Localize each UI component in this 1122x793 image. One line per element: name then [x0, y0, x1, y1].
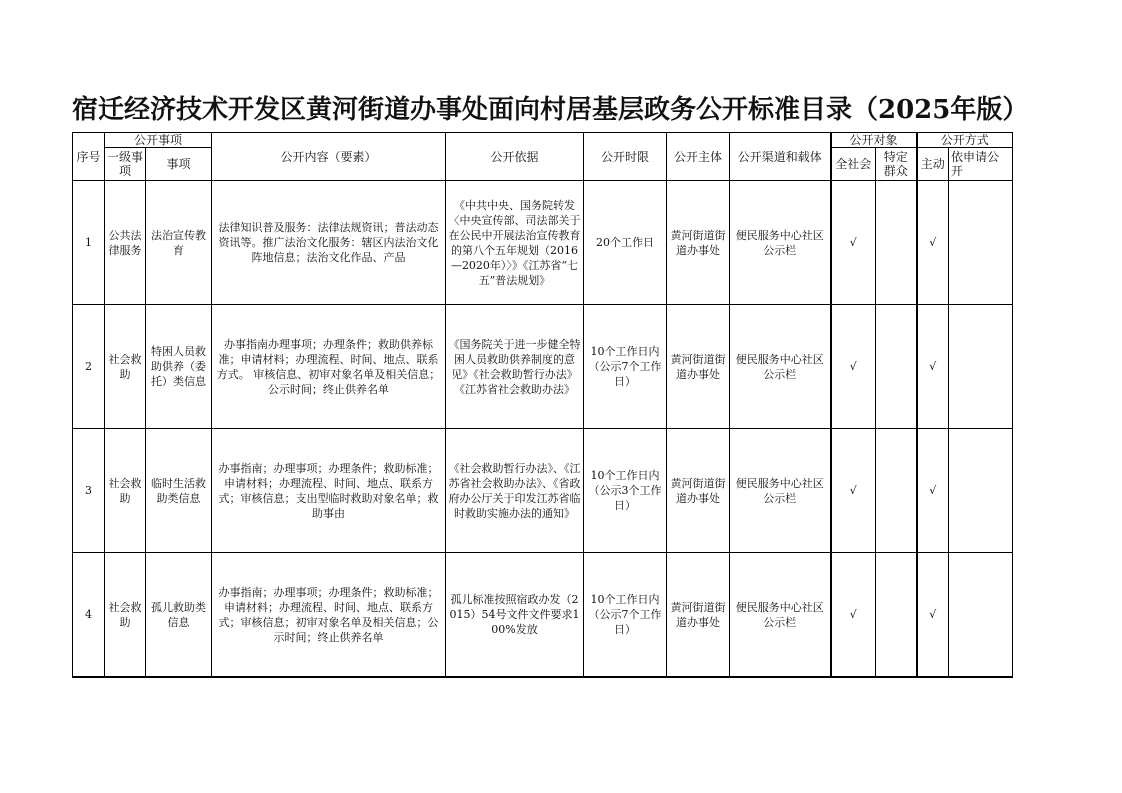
cell-all-society: √: [831, 305, 876, 429]
cell-active: √: [917, 553, 949, 678]
cell-specific-group: [876, 429, 917, 553]
cell-seq: 3: [73, 429, 105, 553]
cell-subject: 黄河街道街道办事处: [667, 553, 730, 678]
cell-item: 特困人员救助供养（委托）类信息: [146, 305, 212, 429]
header-active: 主动: [917, 148, 949, 181]
catalog-table: [72, 132, 1013, 678]
cell-subject: 黄河街道街道办事处: [667, 305, 730, 429]
cell-item: 孤儿救助类信息: [146, 553, 212, 678]
table-row: [73, 181, 1013, 305]
cell-seq: 2: [73, 305, 105, 429]
table-row: [73, 553, 1013, 678]
cell-seq: 1: [73, 181, 105, 305]
cell-active: √: [917, 429, 949, 553]
cell-item: 法治宣传教育: [146, 181, 212, 305]
cell-channel: 便民服务中心社区公示栏: [730, 553, 831, 678]
cell-specific-group: [876, 181, 917, 305]
cell-all-society: √: [831, 181, 876, 305]
cell-all-society: √: [831, 553, 876, 678]
cell-subject: 黄河街道街道办事处: [667, 429, 730, 553]
cell-seq: 4: [73, 553, 105, 678]
header-on-request: 依申请公开: [949, 148, 1013, 181]
header-target: 公开对象: [831, 133, 917, 148]
header-level1: 一级事项: [105, 148, 146, 181]
cell-deadline: 10个工作日内（公示7个工作日）: [584, 553, 667, 678]
document-title: 宿迁经济技术开发区黄河街道办事处面向村居基层政务公开标准目录（2025年版）: [72, 95, 1029, 125]
cell-item: 临时生活救助类信息: [146, 429, 212, 553]
cell-all-society: √: [831, 429, 876, 553]
cell-active: √: [917, 305, 949, 429]
cell-level1: 社会救助: [105, 429, 146, 553]
cell-on-request: [949, 429, 1013, 553]
cell-content: 办事指南；办理事项；办理条件；救助标准；申请材料；办理流程、时间、地点、联系方式；审核信息；初审对象名单及相关信息；公示时间；终止供养名单: [212, 553, 446, 678]
cell-content: 办事指南；办理事项；办理条件；救助标准；申请材料；办理流程、时间、地点、联系方式；审核信息；支出型临时救助对象名单；救助事由: [212, 429, 446, 553]
cell-active: √: [917, 181, 949, 305]
cell-content: 法律知识普及服务：法律法规资讯；普法动态资讯等。推广法治文化服务：辖区内法治文化阵地信息；法治文化作品、产品: [212, 181, 446, 305]
header-specific-group: 特定群众: [876, 148, 917, 181]
header-content: 公开内容（要素）: [212, 133, 446, 181]
header-basis: 公开依据: [446, 133, 584, 181]
header-all-society: 全社会: [831, 148, 876, 181]
header-item: 事项: [146, 148, 212, 181]
header-channel: 公开渠道和载体: [730, 133, 831, 181]
cell-on-request: [949, 181, 1013, 305]
cell-specific-group: [876, 305, 917, 429]
cell-channel: 便民服务中心社区公示栏: [730, 305, 831, 429]
cell-level1: 公共法律服务: [105, 181, 146, 305]
cell-on-request: [949, 553, 1013, 678]
header-open-item: 公开事项: [105, 133, 212, 148]
cell-level1: 社会救助: [105, 553, 146, 678]
table-row: [73, 305, 1013, 429]
header-method: 公开方式: [917, 133, 1013, 148]
cell-deadline: 10个工作日内（公示7个工作日）: [584, 305, 667, 429]
cell-on-request: [949, 305, 1013, 429]
cell-subject: 黄河街道街道办事处: [667, 181, 730, 305]
cell-basis: 《社会救助暂行办法》、《江苏省社会救助办法》、《省政府办公厅关于印发江苏省临时救助实施办法的通知》: [446, 429, 584, 553]
cell-channel: 便民服务中心社区公示栏: [730, 181, 831, 305]
cell-level1: 社会救助: [105, 305, 146, 429]
header-deadline: 公开时限: [584, 133, 667, 181]
cell-deadline: 10个工作日内（公示3个工作日）: [584, 429, 667, 553]
cell-deadline: 20个工作日: [584, 181, 667, 305]
cell-content: 办事指南办理事项；办理条件；救助供养标准；申请材料；办理流程、时间、地点、联系方式。 审核信息、初审对象名单及相关信息；公示时间；终止供养名单: [212, 305, 446, 429]
cell-basis: 《中共中央、国务院转发〈中央宣传部、司法部关于在公民中开展法治宣传教育的第八个五年规划（2016—2020年）〉》《江苏省“七五”普法规划》: [446, 181, 584, 305]
cell-channel: 便民服务中心社区公示栏: [730, 429, 831, 553]
cell-specific-group: [876, 553, 917, 678]
cell-basis: 孤儿标准按照宿政办发（2015）54号文件文件要求100%发放: [446, 553, 584, 678]
cell-basis: 《国务院关于进一步健全特困人员救助供养制度的意见》《社会救助暂行办法》《江苏省社会救助办法》: [446, 305, 584, 429]
header-seq: 序号: [73, 133, 105, 181]
header-subject: 公开主体: [667, 133, 730, 181]
table-row: [73, 429, 1013, 553]
